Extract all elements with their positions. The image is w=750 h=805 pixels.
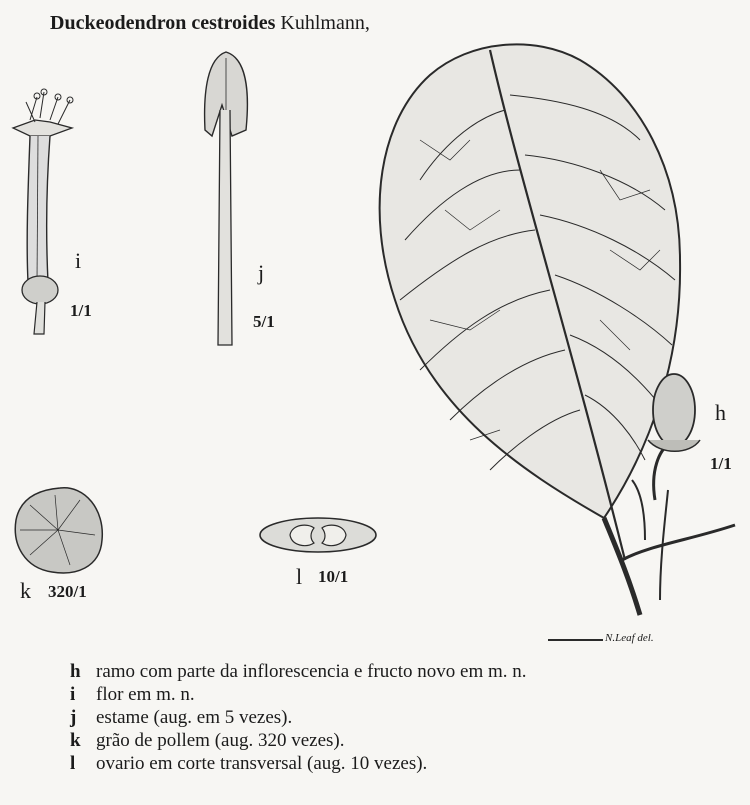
legend-row-j xyxy=(70,706,527,729)
figure-letter-j: j xyxy=(258,260,265,285)
figure-letter-l: l xyxy=(296,564,303,589)
ovary-section-drawing xyxy=(260,518,376,552)
figure-letter-k: k xyxy=(20,578,31,603)
figure-legend xyxy=(70,660,527,775)
legend-text: grão de pollem (aug. 320 vezes). xyxy=(96,730,345,751)
flower-drawing xyxy=(13,89,73,334)
legend-key: k xyxy=(70,730,81,751)
figure-scale-l: 10/1 xyxy=(318,567,349,586)
legend-text: ramo com parte da inflorescencia e fructo novo em m. n. xyxy=(96,661,527,682)
figure-letter-h: h xyxy=(715,400,726,425)
legend-text: ovario em corte transversal (aug. 10 vezes). xyxy=(96,753,428,774)
figure-scale-k: 320/1 xyxy=(48,582,87,601)
species-name: Duckeodendron cestroides xyxy=(50,12,276,34)
legend-text: estame (aug. em 5 vezes). xyxy=(96,707,293,728)
legend-key: i xyxy=(70,684,76,705)
author-name: Kuhlmann, xyxy=(280,12,370,34)
legend-key: l xyxy=(70,753,76,774)
stamen-drawing xyxy=(205,52,248,345)
figure-letter-i: i xyxy=(75,248,82,273)
pollen-drawing xyxy=(15,488,102,573)
legend-key: j xyxy=(70,707,77,728)
legend-key: h xyxy=(70,661,81,682)
legend-row-l xyxy=(70,752,527,775)
legend-text: flor em m. n. xyxy=(96,684,195,705)
figure-scale-i: 1/1 xyxy=(70,301,92,320)
figure-scale-j: 5/1 xyxy=(253,312,275,331)
artist-signature: N.Leaf del. xyxy=(605,632,654,644)
legend-row-h xyxy=(70,660,527,683)
figure-scale-h: 1/1 xyxy=(710,454,732,473)
legend-row-k xyxy=(70,729,527,752)
legend-row-i xyxy=(70,683,527,706)
